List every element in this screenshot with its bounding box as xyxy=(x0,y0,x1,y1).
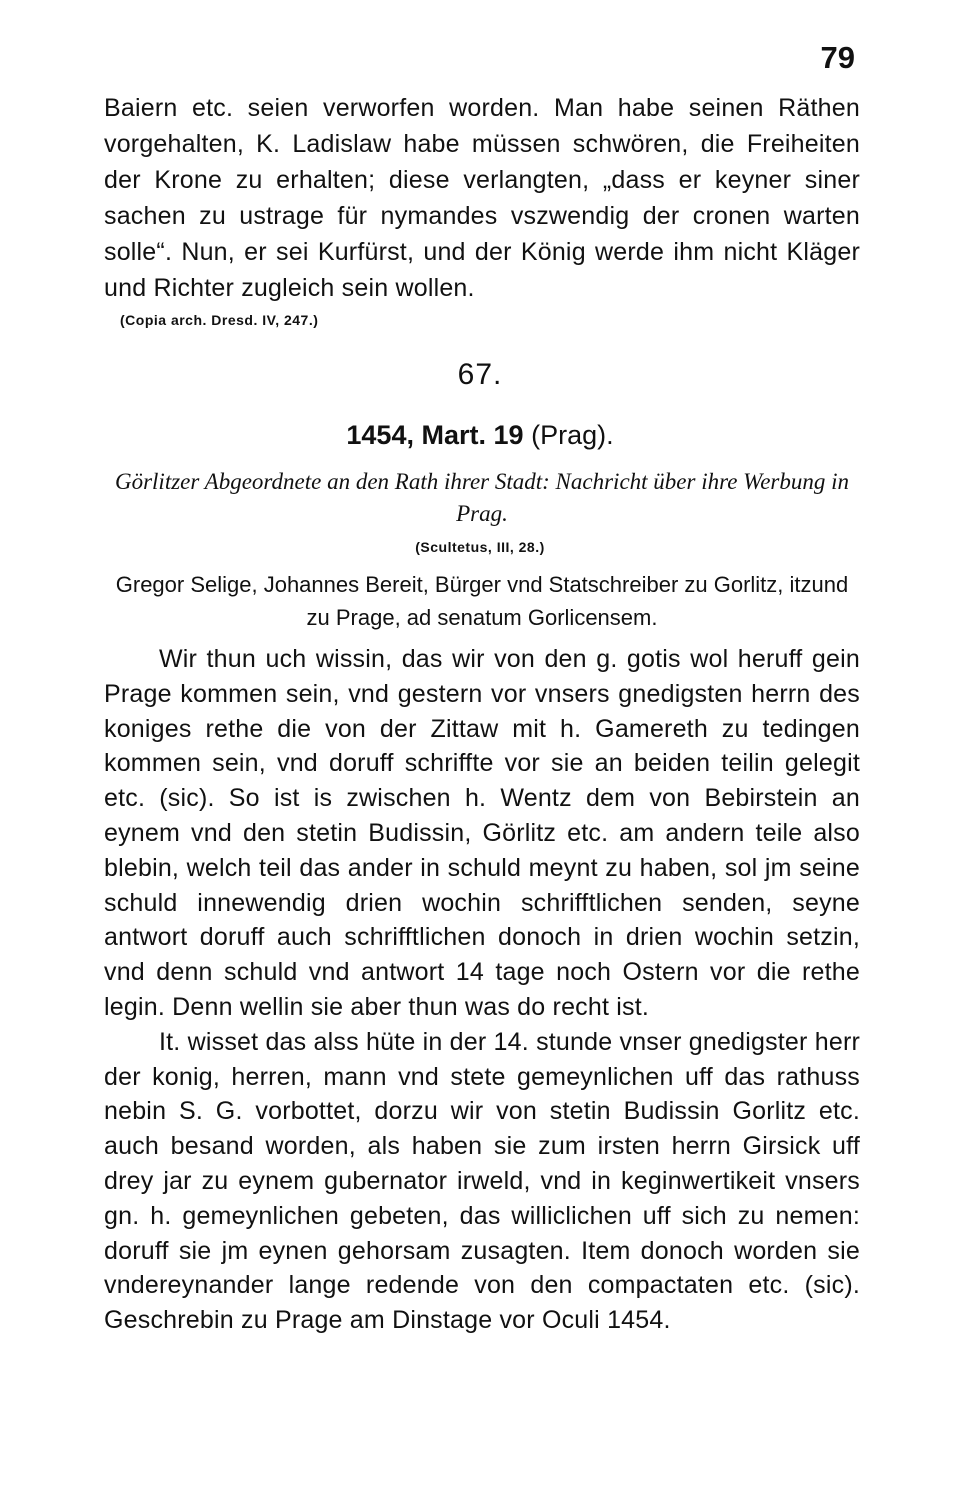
date-month: Mart. xyxy=(421,420,486,450)
archive-citation: (Copia arch. Dresd. IV, 247.) xyxy=(120,312,319,328)
date-year: 1454, xyxy=(346,420,414,450)
date-day: 19 xyxy=(493,420,524,450)
continuation-paragraph: Baiern etc. seien verworfen worden. Man habe seinen Räthen vorgehalten, K. Ladislaw habe müssen schwören, die Freiheiten der Krone zu erhalten; diese verlangten, „dass er keyner siner sachen zu ustrage für nymandes vszwendig der cronen warten solle“. Nun, er sei Kurfürst, und der König werde ihm nicht Kläger und Richter zugleich sein wollen. xyxy=(104,94,860,302)
letter-paragraph-1: Wir thun uch wissin, das wir von den g. gotis wol heruff gein Prage kommen sein, vnd gestern vor vnsers gnedigsten herrn des koniges rethe die von der Zittaw mit h. Gamereth zu tedingen kommen sein, vnd doruff schriffte vor sie an beiden teilin gelegit etc. (sic). So ist is zwischen h. Wentz dem von Bebirstein an eynem vnd den stetin Budissin, Görlitz etc. am andern teile also blebin, welch teil das ander in schuld meynt zu haben, sol jm seine schuld innewendig drien wochin schrifftlichen senden, seyne antwort doruff auch schrifftlichen donoch in drien wochin setzin, vnd denn schuld vnd antwort 14 tage noch Ostern vor die rethe legin. Denn wellin sie aber thun was do recht ist. xyxy=(104,645,860,1021)
document-summary: Görlitzer Abgeordnete an den Rath ihrer Stadt: Nachricht über ihre Werbung in Prag. xyxy=(114,469,849,526)
letter-body xyxy=(104,642,860,1338)
document-number: 67. xyxy=(457,358,503,391)
date-place: (Prag). xyxy=(531,420,614,450)
source-citation: (Scultetus, III, 28.) xyxy=(415,539,545,555)
letter-paragraph-2: It. wisset das alss hüte in der 14. stunde vnser gnedigster herr der konig, herren, mann vnd stete gemeynlichen uff das rathuss nebin S. G. vorbottet, dorzu wir von stetin Budissin Gorlitz etc. auch besand worden, als haben sie zum irsten herrn Girsick uff drey jar zu eynem gubernator irweld, vnd in keginwertikeit vnsers gn. h. gemeynlichen gebeten, das williclichen uff sich zu nemen: doruff sie jm eynen gehorsam zusagten. Item donoch worden sie vndereynander lange redende von den compactaten etc. (sic). Geschrebin zu Prage am Dinstage vor Oculi 1454. xyxy=(104,1027,860,1335)
page-number: 79 xyxy=(820,40,855,75)
letter-senders: Gregor Selige, Johannes Bereit, Bürger vnd Statschreiber zu Gorlitz, itzund zu Prage, ad senatum Gorlicensem. xyxy=(115,572,849,630)
document-date xyxy=(0,420,960,451)
